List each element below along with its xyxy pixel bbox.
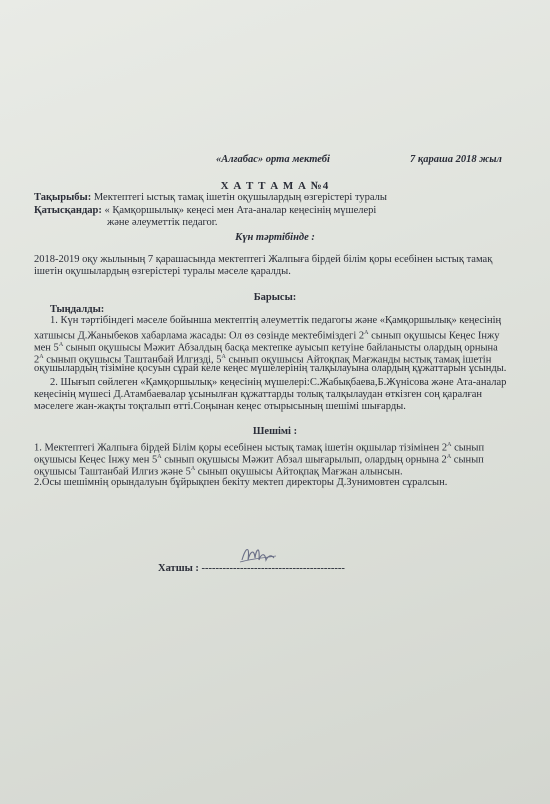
p1-line-2: хатшысы Д.Жаныбеков хабарлама жасады: Ол өз сөзінде мектебіміздегі $2^А$ сынып оқушысы Кеңес Інжу [34, 330, 500, 342]
decision-line-1: 1. Мектептегі Жалпыға бірдей Білім қоры есебінен ыстық тамақ ішетін оқшылар тізімінен $2^А$ сынып [34, 442, 485, 454]
participants-line-2: және әлеуметтік педагог. [107, 217, 218, 228]
agenda-line-2: ішетін оқушылардың өзгерістері туралы мәселе қаралды. [34, 266, 291, 277]
document-date: 7 қараша 2018 жыл [410, 154, 502, 165]
p1-line-3: мен $5^А$ сынып оқушысы Мәжит Абзалдың басқа мектепке ауысып кетуіне байланысты олардың орнына [34, 342, 498, 354]
topic-label: Тақырыбы: [34, 192, 92, 203]
topic-text: Мектептегі ыстық тамақ ішетін оқушылардың өзгерістері туралы [93, 192, 387, 203]
secretary-dashes: ----------------------------------------- [201, 563, 345, 574]
p2-line-3: мәселеге жан-жақты тоқталып өтті.Соңынан кеңес отырысының шешімі шығарды. [34, 401, 406, 412]
decision-line-2: оқушысы Кеңес Інжу мен $5^А$ сынып оқушысы Мәжит Абзал шығарылып, олардың орнына $2^А$ сынып [34, 454, 484, 466]
school-name: «Алғабас» орта мектебі [216, 154, 330, 165]
decision-line-3: оқушысы Таштанбай Илгиз және $5^А$ сынып оқушысы Айтоқпақ Мағжан алынсын. [34, 466, 403, 478]
agenda-heading: Күн тәртібінде : [235, 232, 315, 243]
decision-line-4: 2.Осы шешімнің орындалуын бұйрықпен бекіту мектеп директоры Д.Зунимовтен сұралсын. [34, 477, 448, 488]
p1-line-1: 1. Күн тәртібіндегі мәселе бойынша мектептің әлеуметтік педагогы және «Қамқоршылық» кеңесінің [50, 315, 502, 326]
listened-label: Тыңдалды: [50, 304, 105, 315]
decision-heading: Шешімі : [252, 426, 298, 437]
participants-text: « Қамқоршылық» кеңесі мен Ата-аналар кеңесінің мүшелері [104, 205, 377, 216]
agenda-line-1: 2018-2019 оқу жылының 7 қарашасында мектептегі Жалпыға бірдей білім қоры есебінен ыстық тамақ [34, 254, 493, 265]
p1-line-5: оқушылардың тізіміне қосуын сұрай келе кеңес мүшелерінің талқылауына олардың құжаттарын ұсынды. [34, 363, 507, 374]
topic-line [34, 192, 387, 204]
p2-line-1: 2. Шығып сөйлеген «Қамқоршылық» кеңесінің мүшелері:С.Жабықбаева,Б.Жүнісова және Ата-аналар [50, 377, 507, 388]
signature-icon [238, 542, 278, 568]
proceedings-heading: Барысы: [253, 292, 297, 303]
participants-label: Қатысқандар: [34, 205, 102, 216]
secretary-label: Хатшы : [158, 563, 202, 574]
participants-line [34, 205, 376, 217]
p2-line-2: кеңесінің мүшесі Д.Атамбаевалар ұсынылған құжаттарды толық талқылаудан өткізген соң қаралған [34, 389, 483, 400]
p1-line-4: $2^А$ сынып оқушысы Таштанбай Илгизді, $5^А$ сынып оқушысы Айтоқпақ Мағжанды ыстық тамақ ішетін [34, 354, 492, 366]
document-title: Х А Т Т А М А №4 [220, 180, 330, 192]
